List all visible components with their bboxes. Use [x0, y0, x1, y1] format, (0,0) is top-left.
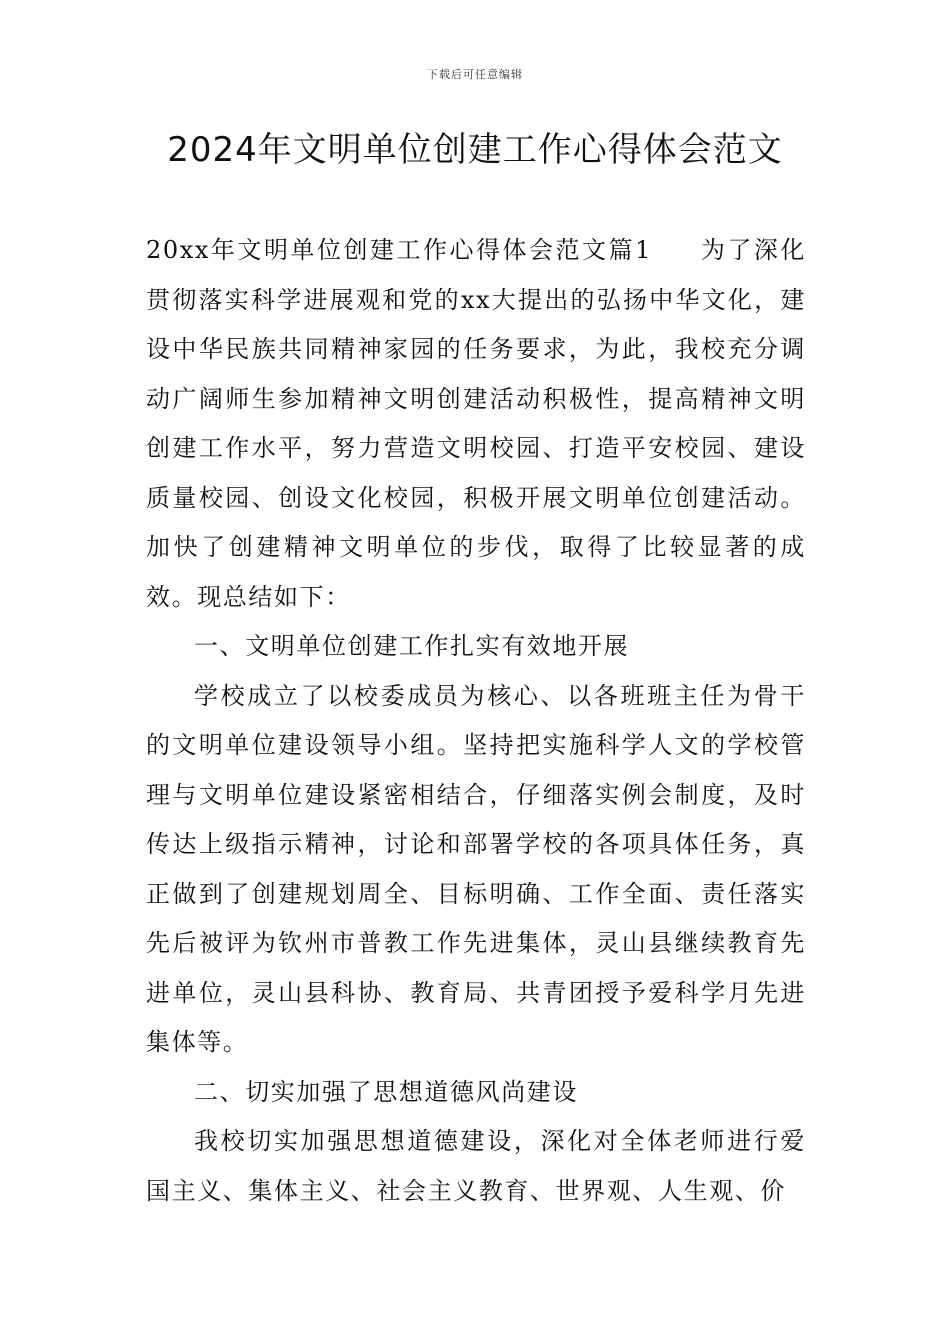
- page-header-note: 下载后可任意编辑: [427, 68, 523, 81]
- section1-body: 学校成立了以校委成员为核心、以各班班主任为骨干的文明单位建设领导小组。坚持把实施科学人文的学校管理与文明单位建设紧密相结合，仔细落实例会制度，及时传达上级指示精神，讨论和部署学校的各项具体任务，真正做到了创建规划周全、目标明确、工作全面、责任落实先后被评为钦州市普教工作先进集体，灵山县继续教育先进单位，灵山县科协、教育局、共青团授予爱科学月先进集体等。: [146, 681, 806, 1056]
- document-title: 2024年文明单位创建工作心得体会范文: [167, 130, 783, 170]
- section2-heading: 二、切实加强了思想道德风尚建设: [194, 1077, 578, 1106]
- intro-label: 20xx年文明单位创建工作心得体会范文篇1: [146, 236, 652, 264]
- document-body: [146, 226, 806, 1216]
- intro-text: 为了深化贯彻落实科学进展观和党的xx大提出的弘扬中华文化，建设中华民族共同精神家园的任务要求，为此，我校充分调动广阔师生参加精神文明创建活动积极性，提高精神文明创建工作水平，努力营造文明校园、打造平安校园、建设质量校园、创设文化校园，积极开展文明单位创建活动。加快了创建精神文明单位的步伐，取得了比较显著的成效。现总结如下：: [146, 236, 806, 611]
- section2-body: 我校切实加强思想道德建设，深化对全体老师进行爱国主义、集体主义、社会主义教育、世界观、人生观、价: [146, 1127, 806, 1205]
- intro-paragraph: [146, 226, 806, 622]
- section1-heading: 一、文明单位创建工作扎实有效地开展: [194, 632, 630, 660]
